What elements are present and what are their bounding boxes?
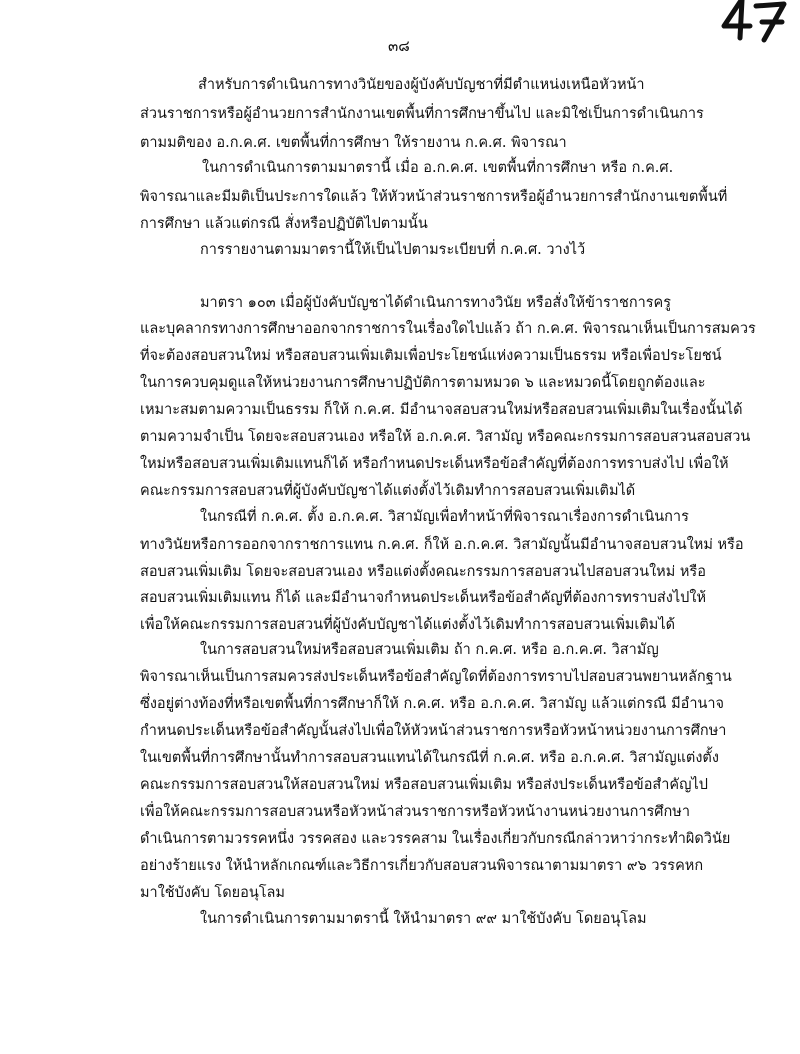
text-line: เพื่อให้คณะกรรมการสอบสวนที่ผู้บังคับบัญชาได้แต่งตั้งไว้เดิมทำการสอบสวนเพิ่มเติมได้ [140, 617, 676, 633]
text-line: พิจารณาเห็นเป็นการสมควรส่งประเด็นหรือข้อสำคัญใดที่ต้องการทราบไปสอบสวนพยานหลักฐาน [140, 669, 732, 685]
handwritten-page-mark [700, 0, 800, 44]
text-line: ใหม่หรือสอบสวนเพิ่มเติมแทนก็ได้ หรือกำหนดประเด็นหรือข้อสำคัญที่ต้องการทราบส่งไป เพื่อให้ [140, 456, 729, 472]
text-line: ส่วนราชการหรือผู้อำนวยการสำนักงานเขตพื้นที่การศึกษาขึ้นไป และมิใช่เป็นการดำเนินการ [140, 106, 704, 122]
page-number: ๓๘ [388, 37, 410, 55]
text-line: และบุคลากรทางการศึกษาออกจากราชการในเรื่องใดไปแล้ว ถ้า ก.ค.ศ. พิจารณาเห็นเป็นการสมควร [140, 321, 756, 337]
text-line: การศึกษา แล้วแต่กรณี สั่งหรือปฏิบัติไปตามนั้น [140, 216, 428, 232]
handwritten-47-drawing [700, 0, 800, 44]
text-line: ในการควบคุมดูแลให้หน่วยงานการศึกษาปฏิบัติการตามหมวด ๖ และหมวดนี้โดยถูกต้องและ [140, 375, 706, 391]
text-line: คณะกรรมการสอบสวนที่ผู้บังคับบัญชาได้แต่งตั้งไว้เดิมทำการสอบสวนเพิ่มเติมได้ [140, 483, 636, 499]
text-line: สอบสวนเพิ่มเติมแทน ก็ได้ และมีอำนาจกำหนดประเด็นหรือข้อสำคัญที่ต้องการทราบส่งไปให้ [140, 590, 706, 606]
text-line: พิจารณาและมีมติเป็นประการใดแล้ว ให้หัวหน้าส่วนราชการหรือผู้อำนวยการสำนักงานเขตพื้นที่ [140, 189, 728, 205]
text-line: กำหนดประเด็นหรือข้อสำคัญนั้นส่งไปเพื่อให้หัวหน้าส่วนราชการหรือหัวหน้าหน่วยงานการศึกษา [140, 723, 727, 739]
text-line: สอบสวนเพิ่มเติม โดยจะสอบสวนเอง หรือแต่งตั้งคณะกรรมการสอบสวนไปสอบสวนใหม่ หรือ [140, 564, 706, 580]
text-line: ทางวินัยหรือการออกจากราชการแทน ก.ค.ศ. ก็ให้ อ.ก.ค.ศ. วิสามัญนั้นมีอำนาจสอบสวนใหม่ หรือ [140, 537, 744, 553]
text-line: ซึ่งอยู่ต่างท้องที่หรือเขตพื้นที่การศึกษาก็ให้ ก.ค.ศ. หรือ อ.ก.ค.ศ. วิสามัญ แล้วแต่กรณี มีอำนาจ [140, 696, 725, 712]
text-line: การรายงานตามมาตรานี้ให้เป็นไปตามระเบียบที่ ก.ค.ศ. วางไว้ [200, 242, 586, 258]
text-line: มาตรา ๑๐๓ เมื่อผู้บังคับบัญชาได้ดำเนินการทางวินัย หรือสั่งให้ข้าราชการครู [200, 295, 672, 311]
text-line: ในการดำเนินการตามมาตรานี้ ให้นำมาตรา ๙๙ มาใช้บังคับ โดยอนุโลม [200, 911, 647, 927]
text-line: มาใช้บังคับ โดยอนุโลม [140, 885, 285, 901]
text-line: สำหรับการดำเนินการทางวินัยของผู้บังคับบัญชาที่มีตำแหน่งเหนือหัวหน้า [198, 77, 645, 93]
text-line: ในการดำเนินการตามมาตรานี้ เมื่อ อ.ก.ค.ศ. เขตพื้นที่การศึกษา หรือ ก.ค.ศ. [202, 160, 674, 176]
text-line: อย่างร้ายแรง ให้นำหลักเกณฑ์และวิธีการเกี่ยวกับสอบสวนพิจารณาตามมาตรา ๙๖ วรรคหก [140, 858, 704, 874]
text-line: ในการสอบสวนใหม่หรือสอบสวนเพิ่มเติม ถ้า ก.ค.ศ. หรือ อ.ก.ค.ศ. วิสามัญ [200, 642, 659, 658]
text-line: ตามความจำเป็น โดยจะสอบสวนเอง หรือให้ อ.ก.ค.ศ. วิสามัญ หรือคณะกรรมการสอบสวนสอบสวน [140, 429, 751, 445]
text-line: ดำเนินการตามวรรคหนึ่ง วรรคสอง และวรรคสาม ในเรื่องเกี่ยวกับกรณีกล่าวหาว่ากระทำผิดวินัย [140, 831, 731, 847]
text-line: เหมาะสมตามความเป็นธรรม ก็ให้ ก.ค.ศ. มีอำนาจสอบสวนใหม่หรือสอบสวนเพิ่มเติมในเรื่องนั้นได้ [140, 402, 743, 418]
text-line: คณะกรรมการสอบสวนให้สอบสวนใหม่ หรือสอบสวนเพิ่มเติม หรือส่งประเด็นหรือข้อสำคัญไป [140, 777, 708, 793]
text-line: ตามมติของ อ.ก.ค.ศ. เขตพื้นที่การศึกษา ให้รายงาน ก.ค.ศ. พิจารณา [140, 135, 567, 151]
text-line: เพื่อให้คณะกรรมการสอบสวนหรือหัวหน้าส่วนราชการหรือหัวหน้างานหน่วยงานการศึกษา [140, 804, 690, 820]
text-line: ที่จะต้องสอบสวนใหม่ หรือสอบสวนเพิ่มเติมเพื่อประโยชน์แห่งความเป็นธรรม หรือเพื่อประโยชน์ [140, 348, 722, 364]
text-line: ในเขตพื้นที่การศึกษานั้นทำการสอบสวนแทนได้ในกรณีที่ ก.ค.ศ. หรือ อ.ก.ค.ศ. วิสามัญแต่งตั้ง [140, 750, 719, 766]
text-line: ในกรณีที่ ก.ค.ศ. ตั้ง อ.ก.ค.ศ. วิสามัญเพื่อทำหน้าที่พิจารณาเรื่องการดำเนินการ [200, 509, 689, 525]
